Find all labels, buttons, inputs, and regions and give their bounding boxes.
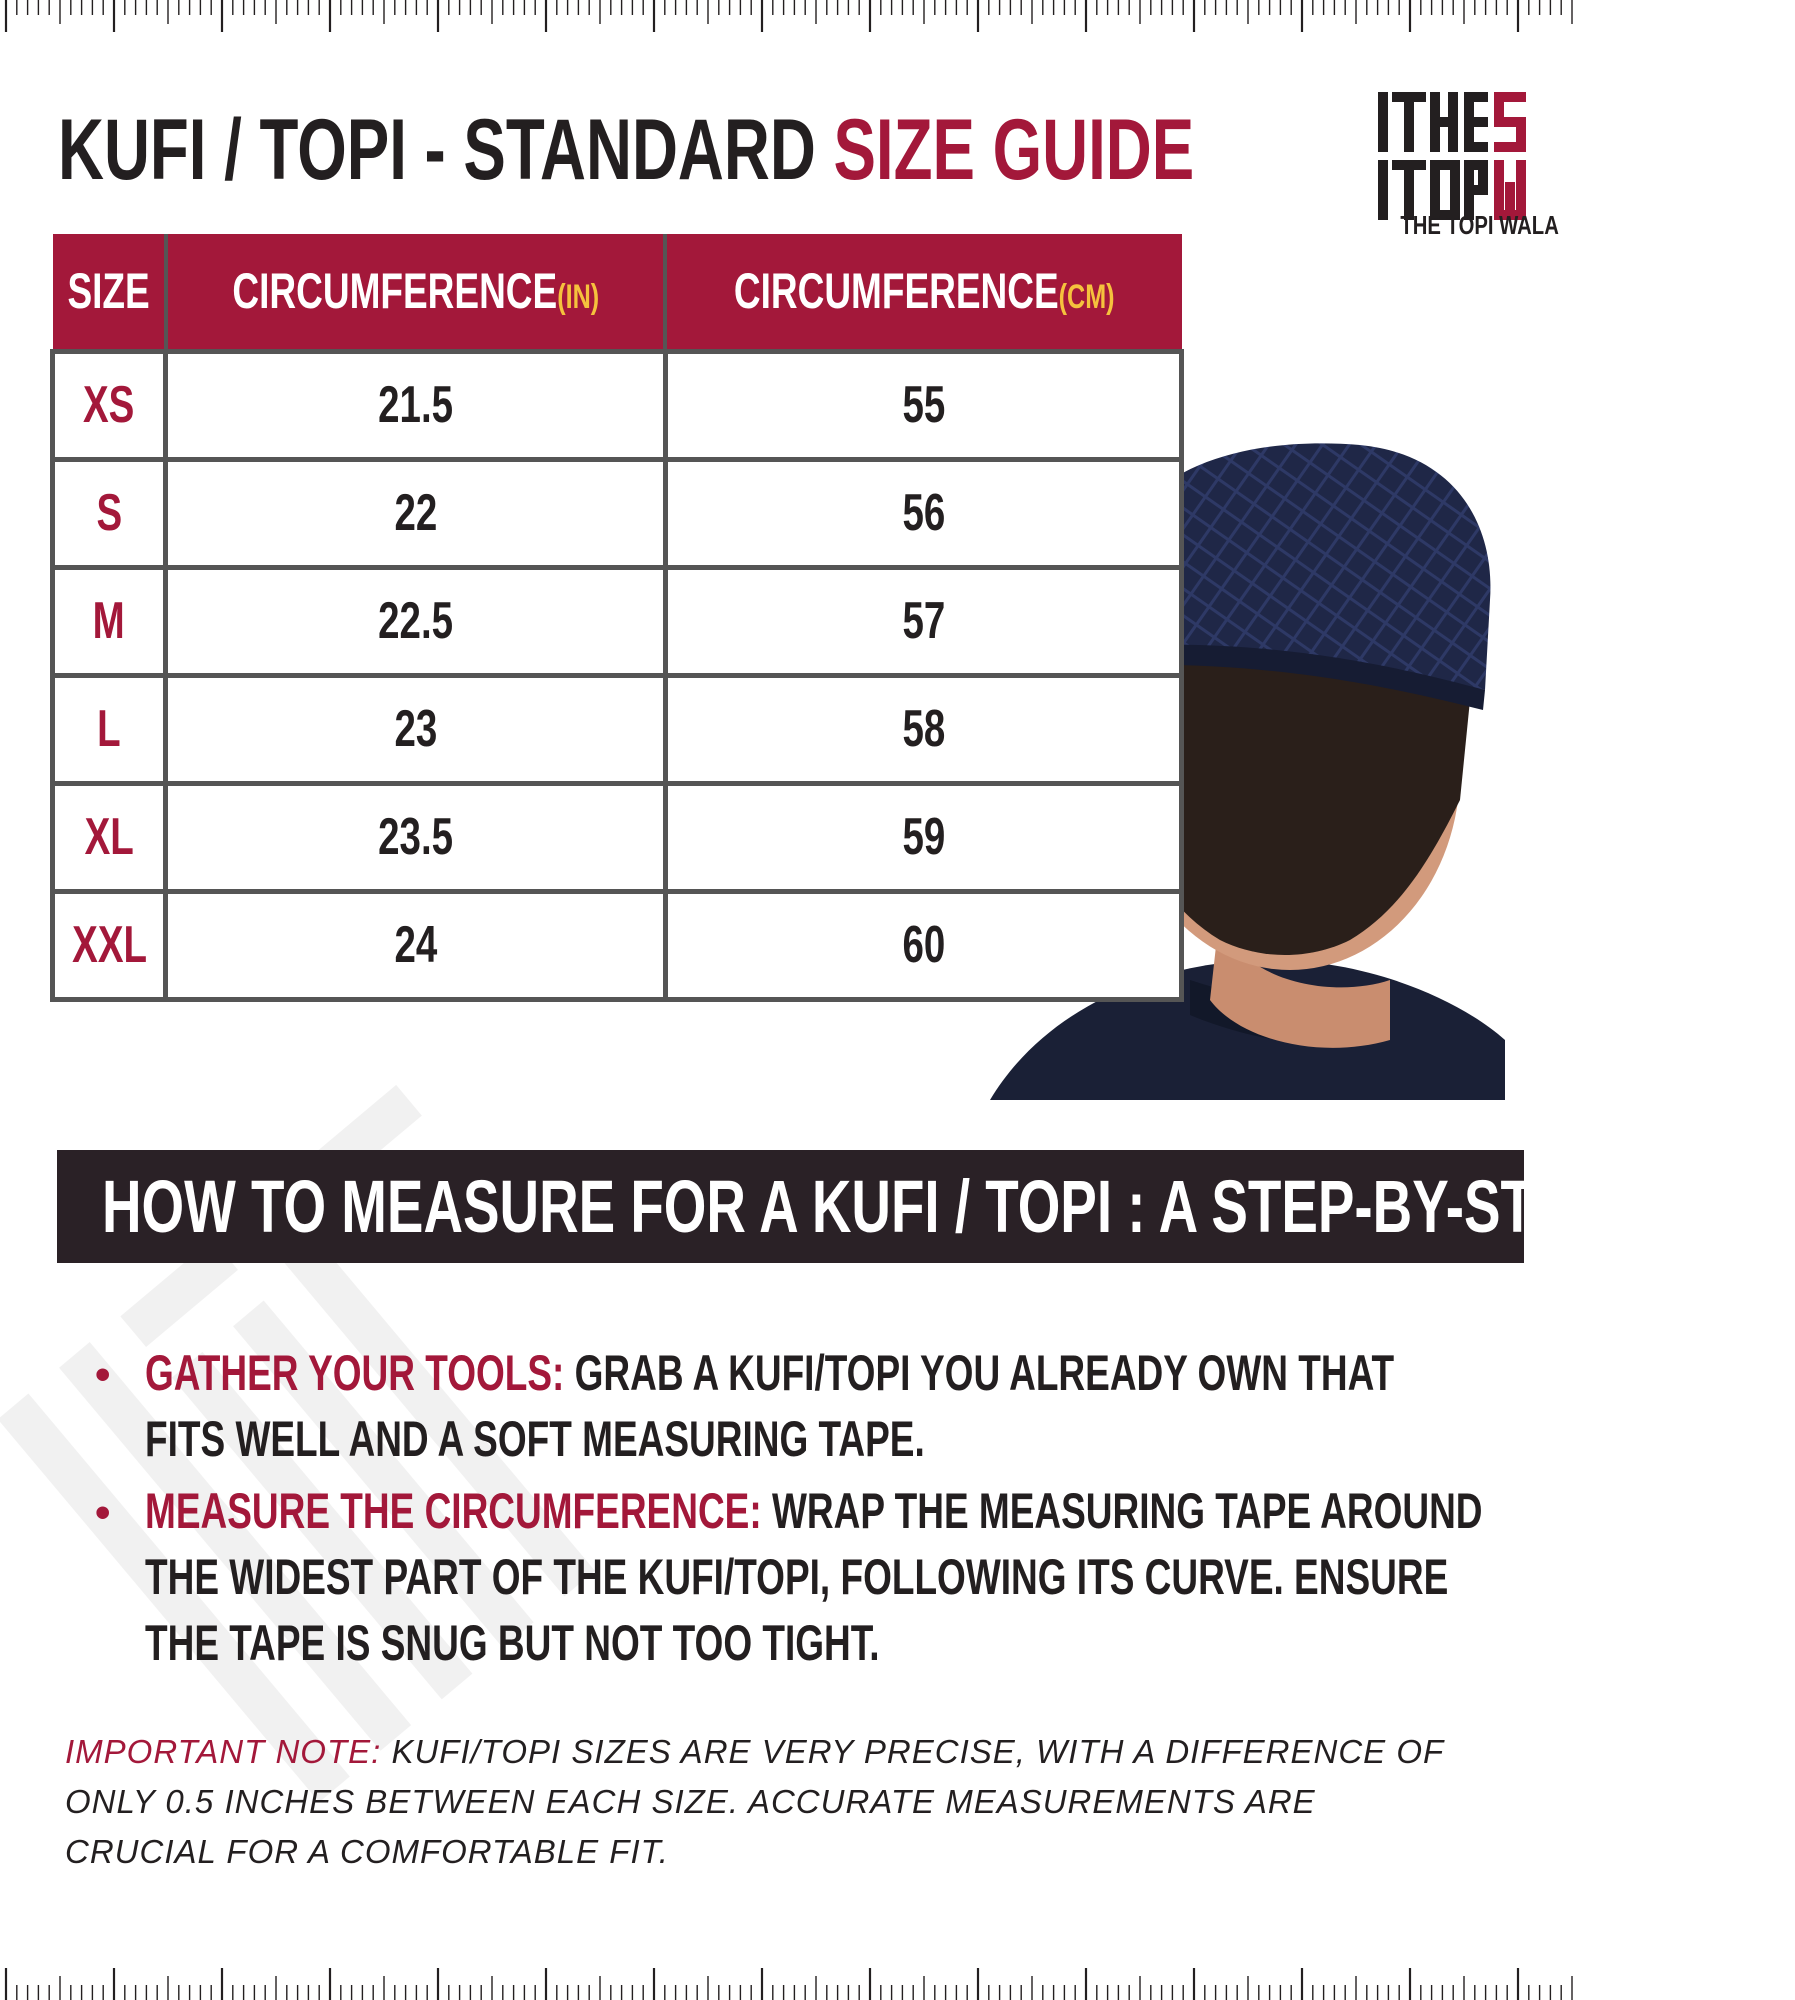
cm-cell: 60 — [665, 891, 1181, 999]
size-cell: M — [53, 567, 166, 675]
brand-caption: THE TOPI WALA — [1400, 210, 1559, 240]
cm-cell: 56 — [665, 459, 1181, 567]
ruler-bottom-icon — [0, 1966, 1575, 2000]
guide-banner — [57, 1150, 1795, 1263]
measuring-steps — [95, 1340, 1495, 1682]
important-note — [65, 1727, 1465, 1877]
title-main: KUFI / TOPI - STANDARD — [58, 101, 816, 198]
ruler-top-icon — [0, 0, 1575, 34]
size-cell: L — [53, 675, 166, 783]
list-item — [95, 1340, 1495, 1472]
cm-cell: 57 — [665, 567, 1181, 675]
table-row — [53, 675, 1182, 783]
cm-cell: 55 — [665, 351, 1181, 459]
title-highlight: SIZE GUIDE — [833, 101, 1195, 198]
bullet-icon: • — [95, 1350, 111, 1399]
cm-cell: 58 — [665, 675, 1181, 783]
inch-cell: 21.5 — [166, 351, 666, 459]
table-row — [53, 567, 1182, 675]
inch-cell: 23.5 — [166, 783, 666, 891]
table-header-row — [53, 234, 1182, 351]
inch-cell: 23 — [166, 675, 666, 783]
cm-cell: 59 — [665, 783, 1181, 891]
inch-cell: 22.5 — [166, 567, 666, 675]
step-heading: MEASURE THE CIRCUMFERENCE: — [145, 1483, 762, 1539]
header-size: SIZE — [53, 234, 166, 351]
step-body: WRAP THE MEASURING TAPE AROUND THE WIDEST PART OF THE KUFI/TOPI, FOLLOWING ITS CURVE. ENSURE THE TAPE IS SNUG BUT NOT TOO TIGHT. — [145, 1483, 1483, 1671]
page-title — [58, 100, 1593, 200]
list-item — [95, 1478, 1495, 1676]
table-row — [53, 783, 1182, 891]
header-circumference-cm: CIRCUMFERENCE(CM) — [665, 234, 1181, 351]
header-circumference-in: CIRCUMFERENCE(IN) — [166, 234, 666, 351]
guide-heading: HOW TO MEASURE FOR A KUFI / TOPI : A STEP-BY-STEP GUIDE — [102, 1165, 1795, 1248]
unit-in: (IN) — [556, 278, 599, 317]
size-cell: XXL — [53, 891, 166, 999]
step-body: GRAB A KUFI/TOPI YOU ALREADY OWN THAT FITS WELL AND A SOFT MEASURING TAPE. — [145, 1345, 1395, 1467]
note-heading: IMPORTANT NOTE: — [65, 1733, 382, 1770]
size-cell: XL — [53, 783, 166, 891]
size-cell: S — [53, 459, 166, 567]
table-row — [53, 351, 1182, 459]
unit-cm: (CM) — [1058, 278, 1115, 317]
step-heading: GATHER YOUR TOOLS: — [145, 1345, 565, 1401]
note-body: KUFI/TOPI SIZES ARE VERY PRECISE, WITH A DIFFERENCE OF ONLY 0.5 INCHES BETWEEN EACH SIZE. ACCURATE MEASUREMENTS ARE CRUCIAL FOR A COMFORTABLE FIT. — [65, 1733, 1444, 1870]
bullet-icon: • — [95, 1488, 111, 1537]
inch-cell: 22 — [166, 459, 666, 567]
table-row — [53, 891, 1182, 999]
inch-cell: 24 — [166, 891, 666, 999]
size-table — [50, 234, 1184, 1002]
size-cell: XS — [53, 351, 166, 459]
table-row — [53, 459, 1182, 567]
